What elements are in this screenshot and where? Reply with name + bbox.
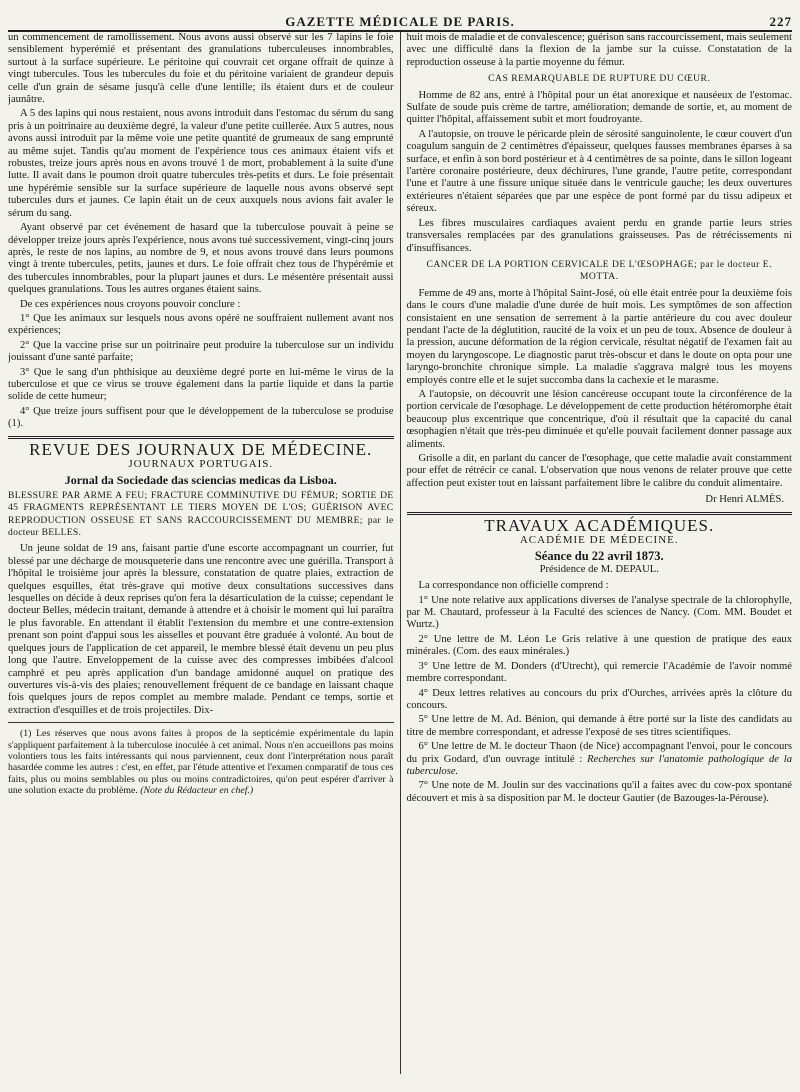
paragraph: Femme de 49 ans, morte à l'hôpital Saint-José, où elle était entrée pour la deuxième fois dans le cours d'une maladie d'une durée de huit mois. Les symptômes de son affection consistaient en une sensation de serrement à la partie antérieure du cou avec douleur pendant l'acte de la déglutition, raucité de la voix et un peu de toux. Absence de douleur à la pression, aucune déformation de la région cervicale, résultat négatif de l'examen fait au moyen du laryngoscope. Le diagnostic parut très-obscur et dans le doute on opta pour une laryngo-bronchite chronique simple. La maladie s'aggrava malgré tous les moyens employés contre elle et le sujet succomba dans la cachexie et le marasme. (406, 287, 792, 386)
paragraph: Ayant observé par cet événement de hasard que la tuberculose pouvait à peine se développer treize jours après l'expérience, nous avons tué successivement, vingt-cinq jours après, le reste de nos lapins, au nombre de 9, et nous avons trouvé dans leurs poumons vingt à trente tubercules, petits, jaunes et durs. Le foie offrait chez tous de l'hypérémie et des tubercules innombrables, pour la plupart jaunes et durs. Le mésentère présentait aussi quelques granulations. Tous les autres organes étaient sains. (8, 222, 394, 296)
page-header (8, 6, 792, 32)
revue-section-title: REVUE DES JOURNAUX DE MÉDECINE. (29, 439, 373, 459)
correspondence-item (407, 741, 793, 778)
paragraph: Les fibres musculaires cardiaques avaient perdu en grande partie leurs stries transversales remplacées par des granulations graisseuses. Pas de rétrécissements ni d'insuffisances. (406, 217, 792, 254)
newspaper-page (8, 6, 792, 1078)
journal-masthead: GAZETTE MÉDICALE DE PARIS. (285, 14, 515, 29)
paragraph: Un jeune soldat de 19 ans, faisant partie d'une escorte accompagnant un courrier, fut blessé par une décharge de mousqueterie dans une rencontre avec une guérilla. Transport à l'hôpital le troisième jour après la blessure, constatation de quatre plaies, extraction de quelques esquilles, état très-grave qui motive deux consultations successives dans lesquelles on décide à deux reprises qu'on fera la désarticulation de la cuisse; cependant le docteur Belles, médecin traitant, demande à attendre et à choisir le moment qui lui paraîtra le plus favorable. En attendant il établit l'extension du membre et une contre-extension prenant son point d'appui sous les aisselles et pouvant être graduée à volonté. Au bout de quelques jours de l'application de cet appareil, le membre blessé était devenu un peu plus long que l'autre. Enveloppement de la cuisse avec des compresses imbibées d'alcool camphré et peu après application d'un bandage amidonné auquel on pratique des ouvertures vis-à-vis des plaies; renouvellement fréquent de ce bandage en laissant chaque fois quelques jours de repos complet au membre malade. Pendant ce temps, sortie et extraction d'esquilles et de trois projectiles. Dix- (8, 543, 394, 716)
presidence: Présidence de M. DEPAUL. (539, 563, 659, 575)
correspondence-item: 1° Une note relative aux applications diverses de l'analyse spectrale de la chlorophylle, par M. Chautard, professeur à la Faculté des sciences de Nancy. (Com. MM. Boudet et Wurtz.) (406, 594, 792, 631)
two-column-body (8, 32, 792, 1074)
left-column (8, 32, 400, 1074)
correspondence-item: 7° Une note de M. Joulin sur des vaccinations qu'il a faites avec du cow-pox spontané découvert et mis à sa disposition par M. le docteur Gautier (de Bazouges-la-Pérouse). (406, 780, 792, 804)
footnote (8, 728, 394, 796)
paragraph: A l'autopsie, on trouve le péricarde plein de sérosité sanguinolente, le cœur couvert d'un coagulum sanguin de 2 centimètres d'épaisseur, quelques fausses membranes éparses à sa surface, et enfin à son bord postérieur et à 4 centimètres de sa pointe, dans le sillon logeant l'artère coronaire postérieure, deux déchirures, l'une grande, l'autre petite, correspondant l'une et l'autre à une fissure unique située dans le ventricule gauche; les deux ouvertures extérieures n'étaient séparées que par une espèce de pont formé par du tissu adipeux et séreux. (406, 128, 792, 215)
paragraph: Grisolle a dit, en parlant du cancer de l'œsophage, que cette maladie avait constamment pour effet de rétrécir ce canal. L'observation que nous venons de relater prouve que cette affection peut exister tout en laissant parfaitement libre le calibre du conduit alimentaire. (406, 453, 792, 489)
paragraph: La correspondance non officielle comprend : (418, 580, 609, 592)
right-column (401, 32, 793, 1074)
footnote-text: (1) Les réserves que nous avons faites à propos de la septicémie expérimentale du lapin s'appliquent parfaitement à la tuberculose inoculée à cet animal. Nous n'en accueillons pas moins volontiers tous les faits intéressants qui nous parviennent, ceux dont l'interprétation nous paraît hasardée comme les autres : c'est, en effet, par l'étude attentive et l'examen comparatif de tous ces faits, plus ou moins semblables ou plus ou moins contradictoires, qu'on peut espérer d'arriver à une solution exacte du problème. (8, 728, 394, 797)
footnote-note: (Note du Rédacteur en chef.) (140, 785, 254, 797)
journal-title: Jornal da Sociedade das sciencias medicas da Lisboa. (64, 473, 337, 488)
correspondence-item: 3° Une lettre de M. Donders (d'Utrecht), qui remercie l'Académie de l'avoir nommé membre correspondant. (406, 660, 792, 685)
revue-subtitle: JOURNAUX PORTUGAIS. (128, 458, 274, 470)
paragraph: De ces expériences nous croyons pouvoir conclure : (20, 298, 241, 310)
footnote-divider (8, 722, 394, 723)
conclusion-item: 2° Que la vaccine prise sur un poitrinaire peut produire la tuberculose sur un individu jouissant d'une santé parfaite; (8, 339, 394, 364)
paragraph: un commencement de ramollissement. Nous avons aussi observé sur les 7 lapins le foie sensiblement hyperémié et présentant des granulations tuberculeuses innombrables, surtout à la surface supérieure. Le péritoine qui couvrait cet organe offrait de quinze à vingt tubercules. Tous les tubercules du foie et du péritoine variaient de grandeur depuis celle d'un grain de sésame jusqu'à celle d'une lentille; ils étaient durs et de couleur jaunâtre. (8, 32, 394, 106)
correspondence-item: 4° Deux lettres relatives au concours du prix d'Ourches, arrivées après la clôture du concours. (406, 687, 792, 711)
paragraph: huit mois de maladie et de convalescence; guérison sans raccourcissement, mais seulement avec une difficulté dans la flexion de la jambe sur la cuisse. Constatation de la reproduction osseuse à la partie moyenne du fémur. (406, 32, 792, 68)
conclusion-item: 3° Que le sang d'un phthisique au deuxième degré porte en lui-même le virus de la tuberculose et que ce virus se trouve également dans la partie liquide et dans la partie solide de cette humeur; (8, 366, 394, 403)
page-number: 227 (769, 14, 792, 29)
paragraph: Homme de 82 ans, entré à l'hôpital pour un état anorexique et nauséeux de l'estomac. Sulfate de soude puis crème de tartre, amélioration; demande de sortie, et, au moment de quitter l'hôpital, affaissement subit et mort foudroyante. (406, 89, 792, 126)
section-divider (407, 512, 793, 515)
travaux-section-title: TRAVAUX ACADÉMIQUES. (484, 515, 715, 535)
seance-date: Séance du 22 avril 1873. (534, 549, 664, 564)
conclusion-item: 1° Que les animaux sur lesquels nous avons opéré ne souffraient nullement avant nos expériences; (8, 312, 394, 337)
paragraph: A 5 des lapins qui nous restaient, nous avons introduit dans l'estomac du sérum du sang pris à un poitrinaire au deuxième degré, la valeur d'une petite cuillerée. Aux 5 autres, nous avons aussi introduit par la même voie une petite quantité de grumeaux de sang emprunté au même sujet. Tandis qu'au moment de l'expérience tous ces animaux étaient vifs et robustes, treize jours après nous en avons trouvé 1 de mort, probablement à la suite d'une lutte. Il avait dans le poumon droit quatre tubercules très-petits et durs. Le foie présentait une hypérémie sensible sur la surface supérieure de laquelle nous avons observé sept tubercules durs et jaunes. Ce lapin était un de ceux auxquels nous avions fait avaler le sérum du sang. (8, 108, 394, 219)
correspondence-item: 5° Une lettre de M. Ad. Bénion, qui demande à être porté sur la liste des candidats au titre de membre correspondant, et adresse l'exposé de ses titres scientifiques. (406, 714, 792, 738)
correspondence-item: 2° Une lettre de M. Léon Le Gris relative à une question de pratique des eaux minérales. (Com. des eaux minérales.) (406, 633, 792, 658)
case-title: BLESSURE PAR ARME A FEU; FRACTURE COMMINUTIVE DU FÉMUR; SORTIE DE 45 FRAGMENTS REPRÉSENTANT LE TIERS MOYEN DE L'OS; GUÉRISON AVEC REPRODUCTION OSSEUSE ET SANS RACCOURCISSEMENT DU MEMBRE; par le docteur BELLES. (8, 489, 394, 539)
book-title: Recherches sur l'anatomie pathologique de la tuberculose. (406, 753, 792, 777)
item-text: 6° Une lettre de M. le docteur Thaon (de Nice) accompagnant l'envoi, pour le concours du prix Godard, d'un ouvrage intitulé : (406, 741, 792, 765)
academie-title: ACADÉMIE DE MÉDECINE. (519, 534, 679, 547)
section-divider (8, 436, 394, 439)
rupture-case-title: CAS REMARQUABLE DE RUPTURE DU CŒUR. (488, 73, 711, 85)
cancer-case-title: CANCER DE LA PORTION CERVICALE DE L'ŒSOPHAGE; par le docteur E. MOTTA. (426, 258, 773, 283)
author-signature: Dr Henri ALMÈS. (705, 494, 784, 506)
paragraph: A l'autopsie, on découvrit une lésion cancéreuse occupant toute la circonférence de la portion cervicale de l'œsophage. Le développement de cette production hétéromorphe était beaucoup plus excentrique que concentrique, d'où il résultait que la capacité du canal œsophagien n'était que très-peu diminuée et qu'elle pouvait facilement donner passage aux aliments. (406, 388, 792, 450)
conclusion-item: 4° Que treize jours suffisent pour que le développement de la tuberculose se produise (1). (8, 405, 394, 430)
